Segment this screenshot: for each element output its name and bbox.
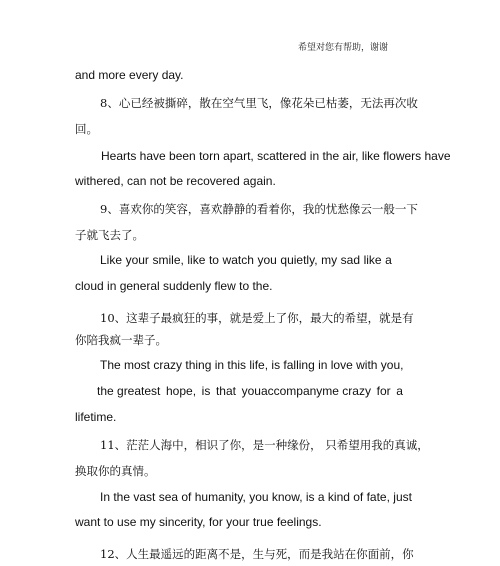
quote-10-english-line-3: lifetime. (75, 410, 117, 424)
quote-10-english-line-1: The most crazy thing in this life, is falling in love with you, (100, 358, 404, 372)
word: to (208, 253, 219, 267)
quote-11-english-line-1: In the vast sea of humanity, you know, is a kind of fate, just (100, 490, 412, 504)
word: a (396, 384, 403, 398)
quote-9-chinese-line-2: 子就飞去了。 (75, 228, 144, 242)
word: like (363, 253, 382, 267)
word: for (376, 384, 391, 398)
word: Like (100, 253, 123, 267)
word: watch (222, 253, 254, 267)
page-header-note: 希望对您有帮助，谢谢 (298, 43, 389, 53)
quote-9-english-line-1 (100, 253, 392, 267)
quote-11-chinese-line-2: 换取你的真情。 (75, 464, 156, 478)
word: that (215, 384, 236, 398)
word: you (257, 253, 277, 267)
word: your (125, 253, 149, 267)
word: smile, (152, 253, 184, 267)
word: hope, (166, 384, 197, 398)
word: the greatest (97, 384, 161, 398)
quote-8-english-line-2: withered, can not be recovered again. (75, 174, 276, 188)
quote-11-english-line-2: want to use my sincerity, for your true feelings. (75, 515, 322, 529)
quote-8-chinese-line-2: 回。 (75, 122, 98, 136)
word: my (321, 253, 338, 267)
quote-8-chinese-line-1: 8、心已经被撕碎，散在空气里飞，像花朵已枯萎，无法再次收 (100, 96, 418, 110)
quote-9-chinese-line-1: 9、喜欢你的笑容，喜欢静静的看着你，我的忧愁像云一般一下 (100, 202, 418, 216)
quote-12-chinese-line-1: 12、人生最遥远的距离不是，生与死，而是我站在你面前，你 (100, 547, 414, 561)
word: is (201, 384, 211, 398)
quote-10-chinese-line-2: 你陪我疯一辈子。 (75, 333, 167, 347)
quote-10-english-line-2 (97, 384, 403, 398)
word: quietly, (280, 253, 318, 267)
word: youaccompanyme crazy (241, 384, 371, 398)
word: like (187, 253, 206, 267)
text-line-continuation: and more every day. (75, 68, 184, 82)
quote-10-chinese-line-1: 10、这辈子最疯狂的事，就是爱上了你，最大的希望，就是有 (100, 311, 414, 325)
quote-9-english-line-2: cloud in general suddenly flew to the. (75, 279, 273, 293)
word: a (385, 253, 392, 267)
quote-11-chinese-line-1: 11、茫茫人海中，相识了你，是一种缘份， 只希望用我的真诚， (100, 438, 429, 452)
word: sad (340, 253, 361, 267)
quote-8-english-line-1: Hearts have been torn apart, scattered in the air, like flowers have (101, 149, 451, 163)
